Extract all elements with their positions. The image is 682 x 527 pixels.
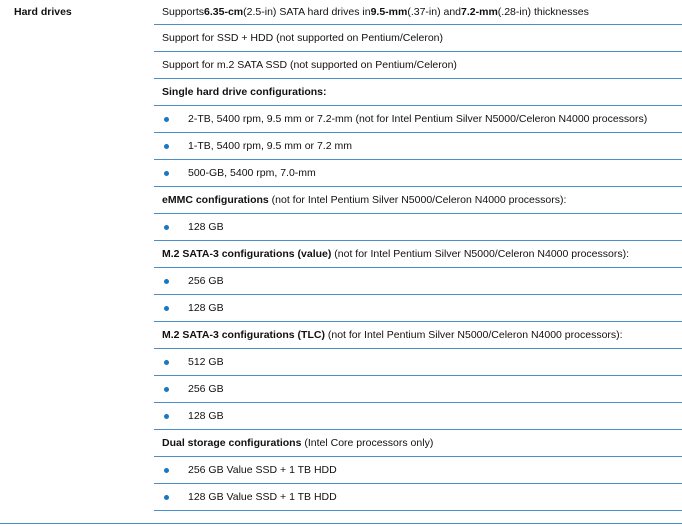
heading-note: (not for Intel Pentium Silver N5000/Celeron N4000 processors): [324,329,623,341]
list-item [154,349,682,376]
heading-text: eMMC configurations [162,194,269,206]
list-item [154,133,682,160]
spec-text: Supports [162,6,205,18]
heading-note: (Intel Core processors only) [301,437,434,449]
config-heading [154,430,682,457]
list-item [154,457,682,484]
spec-text: 6.35-cm [204,6,244,18]
config-heading [154,322,682,349]
list-item-text: 512 GB [188,356,224,368]
heading-note: (not for Intel Pentium Silver N5000/Celeron N4000 processors): [268,194,567,206]
bottom-divider [0,523,682,524]
list-item [154,295,682,322]
spec-text: (.28-in) thicknesses [497,6,589,18]
list-item-text: 256 GB [188,383,224,395]
bullet-icon [164,495,169,500]
spec-text: Support for SSD + HDD (not supported on Pentium/Celeron) [162,32,444,44]
spec-text: (.37-in) and [407,6,462,18]
list-item-text: 256 GB [188,275,224,287]
list-item [154,160,682,187]
spec-row [154,25,682,52]
list-item-text: 128 GB [188,302,224,314]
spec-row [154,52,682,79]
heading-text: M.2 SATA-3 configurations (value) [162,248,332,260]
bullet-icon [164,144,169,149]
spec-text: 9.5-mm [370,6,408,18]
spec-text: 7.2-mm [461,6,498,18]
bullet-icon [164,117,169,122]
list-item-text: 128 GB [188,221,224,233]
bullet-icon [164,387,169,392]
list-item [154,376,682,403]
list-item [154,268,682,295]
spec-row [154,0,682,25]
spec-text: (2.5-in) SATA hard drives in [243,6,371,18]
list-item-text: 256 GB Value SSD + 1 TB HDD [188,464,337,476]
bullet-icon [164,171,169,176]
config-heading [154,79,682,106]
list-item [154,403,682,430]
bullet-icon [164,306,169,311]
spec-text: Support for m.2 SATA SSD (not supported on Pentium/Celeron) [162,59,457,71]
list-item-text: 128 GB [188,410,224,422]
list-item-text: 2-TB, 5400 rpm, 9.5 mm or 7.2-mm (not for Intel Pentium Silver N5000/Celeron N4000 processors) [188,113,648,125]
heading-text: M.2 SATA-3 configurations (TLC) [162,329,325,341]
spec-table [154,0,682,511]
list-item [154,214,682,241]
section-label: Hard drives [14,6,72,18]
heading-text: Single hard drive configurations: [162,86,327,98]
bullet-icon [164,468,169,473]
list-item [154,106,682,133]
list-item-text: 128 GB Value SSD + 1 TB HDD [188,491,337,503]
bullet-icon [164,414,169,419]
bullet-icon [164,279,169,284]
heading-note: (not for Intel Pentium Silver N5000/Celeron N4000 processors): [331,248,630,260]
bullet-icon [164,225,169,230]
list-item-text: 500-GB, 5400 rpm, 7.0-mm [188,167,316,179]
list-item [154,484,682,511]
config-heading [154,241,682,268]
config-heading [154,187,682,214]
list-item-text: 1-TB, 5400 rpm, 9.5 mm or 7.2 mm [188,140,352,152]
heading-text: Dual storage configurations [162,437,302,449]
bullet-icon [164,360,169,365]
